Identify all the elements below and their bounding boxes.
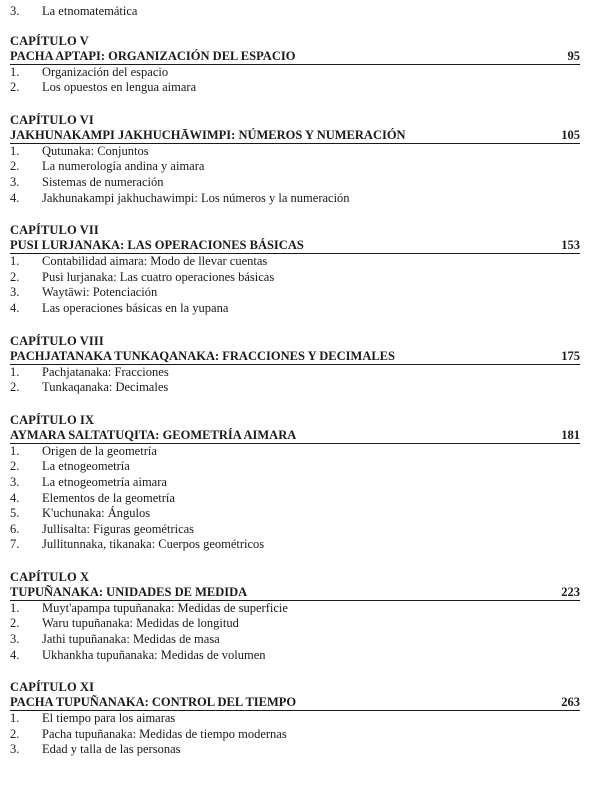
item-number: 1. <box>10 364 20 379</box>
chapter-page-number: 153 <box>561 238 580 253</box>
chapter-section <box>10 680 580 758</box>
list-item <box>10 648 580 664</box>
list-item <box>10 80 580 96</box>
item-title: Los opuestos en lengua aimara <box>42 80 197 95</box>
chapter-title-row <box>10 695 580 711</box>
item-number: 3. <box>10 632 20 647</box>
item-title: Qutunaka: Conjuntos <box>42 143 149 158</box>
item-title: Origen de la geometría <box>42 443 157 458</box>
list-item <box>10 380 580 396</box>
item-title: Tunkaqanaka: Decimales <box>42 380 169 395</box>
list-item <box>10 601 580 617</box>
list-item <box>10 491 580 507</box>
item-number: 1. <box>10 711 20 726</box>
chapter-page-number: 181 <box>561 427 580 442</box>
chapter-section <box>10 413 580 553</box>
item-number: 2. <box>10 269 20 284</box>
list-item <box>10 175 580 191</box>
list-item <box>10 711 580 727</box>
chapter-section <box>10 223 580 316</box>
chapter-list <box>10 34 580 758</box>
list-item <box>10 522 580 538</box>
item-number: 1. <box>10 64 20 79</box>
chapter-label: CAPÍTULO VII <box>10 223 99 238</box>
list-item <box>10 144 580 160</box>
top-item-list <box>10 4 580 20</box>
chapter-title-row <box>10 428 580 444</box>
chapter-title: TUPUÑANAKA: UNIDADES DE MEDIDA <box>10 584 248 599</box>
list-item <box>10 459 580 475</box>
item-number: 2. <box>10 726 20 741</box>
list-item <box>10 742 580 758</box>
chapter-title-row <box>10 128 580 144</box>
chapter-section <box>10 34 580 96</box>
item-title: Elementos de la geometría <box>42 490 175 505</box>
chapter-title-row <box>10 349 580 365</box>
item-number: 3. <box>10 474 20 489</box>
list-item <box>10 270 580 286</box>
chapter-title: PACHA TUPUÑANAKA: CONTROL DEL TIEMPO <box>10 695 297 710</box>
chapter-section <box>10 570 580 663</box>
chapter-title: AYMARA SALTATUQITA: GEOMETRÍA AIMARA <box>10 427 297 442</box>
item-number: 3. <box>10 174 20 189</box>
list-item <box>10 4 580 20</box>
list-item <box>10 159 580 175</box>
chapter-page-number: 263 <box>561 695 580 710</box>
chapter-page-number: 105 <box>561 127 580 142</box>
list-item <box>10 616 580 632</box>
chapter-section <box>10 113 580 206</box>
item-title: Contabilidad aimara: Modo de llevar cuentas <box>42 254 268 269</box>
item-number: 2. <box>10 380 20 395</box>
chapter-title: PACHJATANAKA TUNKAQANAKA: FRACCIONES Y DECIMALES <box>10 348 395 363</box>
chapter-section <box>10 334 580 396</box>
chapter-title: PUSI LURJANAKA: LAS OPERACIONES BÁSICAS <box>10 238 304 253</box>
item-number: 3. <box>10 4 20 18</box>
list-item <box>10 506 580 522</box>
item-number: 1. <box>10 443 20 458</box>
item-title: Jullisalta: Figuras geométricas <box>42 521 195 536</box>
item-number: 7. <box>10 537 20 552</box>
item-number: 1. <box>10 143 20 158</box>
list-item <box>10 191 580 207</box>
chapter-label: CAPÍTULO VI <box>10 112 94 127</box>
item-number: 6. <box>10 521 20 536</box>
item-title: Waru tupuñanaka: Medidas de longitud <box>42 616 239 631</box>
item-number: 4. <box>10 490 20 505</box>
chapter-page-number: 175 <box>561 348 580 363</box>
item-number: 5. <box>10 506 20 521</box>
item-title: Pusi lurjanaka: Las cuatro operaciones básicas <box>42 269 275 284</box>
chapter-page-number: 223 <box>561 584 580 599</box>
chapter-title: JAKHUNAKAMPI JAKHUCHĀWIMPI: NÚMEROS Y NUMERACIÓN <box>10 127 406 142</box>
chapter-label: CAPÍTULO IX <box>10 412 95 427</box>
chapter-label: CAPÍTULO X <box>10 569 90 584</box>
item-title: Pachjatanaka: Fracciones <box>42 364 169 379</box>
chapter-title-row <box>10 49 580 65</box>
item-number: 2. <box>10 459 20 474</box>
chapter-title-row <box>10 585 580 601</box>
list-item <box>10 254 580 270</box>
list-item <box>10 632 580 648</box>
chapter-title: PACHA APTAPI: ORGANIZACIÓN DEL ESPACIO <box>10 48 296 63</box>
item-title: K'uchunaka: Ángulos <box>42 506 151 521</box>
chapter-label: CAPÍTULO XI <box>10 680 95 695</box>
list-item <box>10 444 580 460</box>
item-title: El tiempo para los aimaras <box>42 711 176 726</box>
table-of-contents <box>10 4 580 758</box>
chapter-title-row <box>10 238 580 254</box>
list-item <box>10 727 580 743</box>
list-item <box>10 301 580 317</box>
list-item <box>10 285 580 301</box>
list-item <box>10 365 580 381</box>
item-number: 4. <box>10 190 20 205</box>
item-number: 1. <box>10 254 20 269</box>
item-title: La etnomatemática <box>42 4 138 18</box>
item-number: 4. <box>10 647 20 662</box>
item-title: Organización del espacio <box>42 64 169 79</box>
item-title: Pacha tupuñanaka: Medidas de tiempo modernas <box>42 726 287 741</box>
item-number: 3. <box>10 285 20 300</box>
item-title: Ukhankha tupuñanaka: Medidas de volumen <box>42 647 266 662</box>
item-title: Las operaciones básicas en la yupana <box>42 300 229 315</box>
item-title: La numerología andina y aimara <box>42 159 205 174</box>
item-title: Jullitunnaka, tikanaka: Cuerpos geométricos <box>42 537 265 552</box>
item-title: Sistemas de numeración <box>42 174 164 189</box>
chapter-label: CAPÍTULO VIII <box>10 333 104 348</box>
chapter-page-number: 95 <box>567 48 580 63</box>
item-number: 2. <box>10 80 20 95</box>
list-item <box>10 65 580 81</box>
item-number: 2. <box>10 616 20 631</box>
item-title: Muyt'apampa tupuñanaka: Medidas de superficie <box>42 600 288 615</box>
item-title: Waytäwi: Potenciación <box>42 285 158 300</box>
list-item <box>10 475 580 491</box>
item-number: 2. <box>10 159 20 174</box>
item-title: Jathi tupuñanaka: Medidas de masa <box>42 632 220 647</box>
item-number: 1. <box>10 600 20 615</box>
item-title: La etnogeometría aimara <box>42 474 167 489</box>
list-item <box>10 537 580 553</box>
item-title: La etnogeometría <box>42 459 130 474</box>
item-title: Edad y talla de las personas <box>42 742 181 757</box>
item-title: Jakhunakampi jakhuchawimpi: Los números y la numeración <box>42 190 350 205</box>
item-number: 4. <box>10 300 20 315</box>
chapter-label: CAPÍTULO V <box>10 33 89 48</box>
item-number: 3. <box>10 742 20 757</box>
